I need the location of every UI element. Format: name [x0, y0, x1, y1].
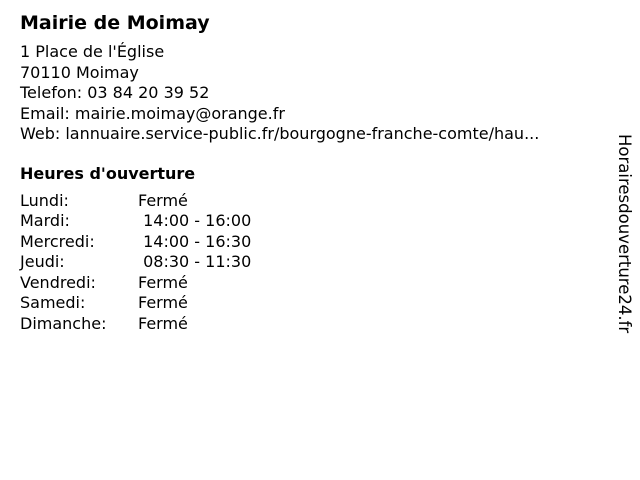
site-watermark: Horairesdouverture24.fr [615, 134, 634, 334]
day-label: Mercredi: [20, 231, 95, 251]
hours-value: Fermé [138, 293, 188, 312]
day-label: Jeudi: [20, 252, 65, 271]
hours-value: 14:00 - 16:00 [138, 211, 252, 230]
hours-row-thursday [20, 252, 251, 273]
hours-row-friday [20, 273, 251, 294]
business-info-card [20, 10, 610, 334]
hours-row-sunday [20, 314, 251, 335]
hours-value: 14:00 - 16:30 [138, 231, 252, 251]
web-line: Web: lannuaire.service-public.fr/bourgogne-franche-comte/hau... [20, 124, 540, 143]
hours-value: Fermé [138, 190, 188, 210]
address-line-2: 70110 Moimay [20, 62, 139, 82]
hours-row-tuesday [20, 211, 251, 232]
hours-value: Fermé [138, 272, 188, 292]
hours-value: 08:30 - 11:30 [138, 252, 252, 271]
email-line: Email: mairie.moimay@orange.fr [20, 103, 285, 123]
hours-value: Fermé [138, 313, 188, 333]
business-name: Mairie de Moimay [20, 12, 210, 34]
day-label: Mardi: [20, 211, 70, 230]
day-label: Vendredi: [20, 272, 96, 292]
hours-row-wednesday [20, 232, 251, 253]
phone-line: Telefon: 03 84 20 39 52 [20, 83, 210, 102]
opening-hours-title: Heures d'ouverture [20, 163, 196, 183]
opening-hours-table [20, 191, 251, 335]
day-label: Lundi: [20, 190, 69, 210]
hours-row-monday [20, 191, 251, 212]
day-label: Samedi: [20, 293, 86, 312]
address-line-1: 1 Place de l'Église [20, 42, 165, 61]
day-label: Dimanche: [20, 313, 107, 333]
hours-row-saturday [20, 293, 251, 314]
